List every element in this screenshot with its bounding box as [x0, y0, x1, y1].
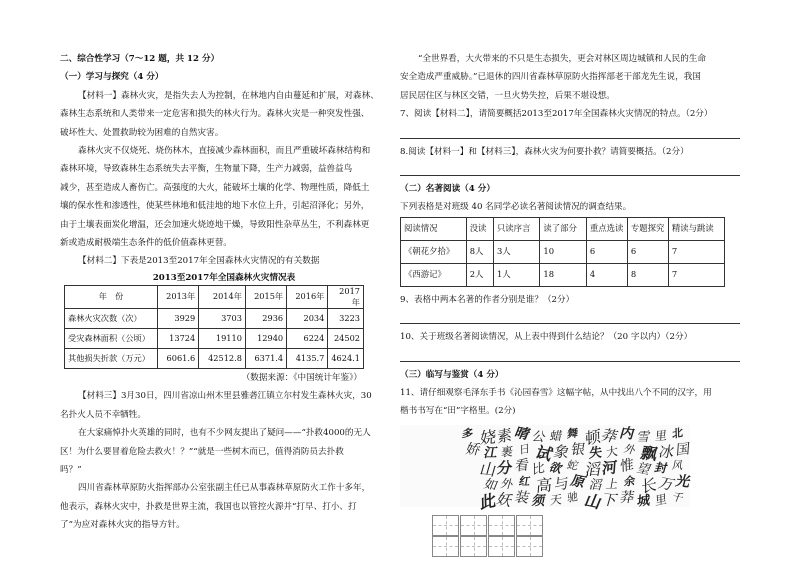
table-header-cell: 年 份	[65, 285, 158, 308]
table-cell: 3703	[199, 308, 246, 328]
table-cell: 受灾森林面积（公顷）	[65, 328, 158, 348]
table-cell: 2人	[466, 263, 493, 286]
calligraphy-char: 雪	[635, 429, 652, 445]
calligraphy-char: 山	[477, 459, 499, 480]
calligraphy-char: 娇	[463, 441, 483, 459]
quote-line: “全世界看，大火带来的不只是生态损失，更会对林区周边城镇和人民的生命	[418, 54, 706, 64]
table-header-cell: 没读	[466, 217, 493, 240]
calligraphy-char: 银	[569, 441, 587, 458]
calligraphy-char: 万	[655, 473, 677, 494]
question-8: 8.阅读【材料一】和【材料三】，森林火灾为何要扑救？请简要概括。（2分）	[400, 146, 689, 157]
material-3-line: 【材料三】3月30日，四川省凉山州木里县雅砻江镇立尔村发生森林火灾，30	[78, 391, 372, 402]
table-header-cell: 专题探究	[627, 217, 668, 240]
table-cell: 3929	[158, 308, 199, 328]
calligraphy-char: 光	[673, 473, 693, 491]
table-title: 2013至2017年全国森林火灾情况表	[152, 272, 296, 283]
question-10: 10、关于班级名著阅读情况，从上表中得到什么结论？（20 字以内）（2分）	[400, 332, 693, 343]
table-header-cell: 只读序言	[493, 217, 539, 240]
material-1b-line: 新或造成耐极端生态条件的低价值森林更替。	[60, 238, 232, 249]
table-header-row	[65, 285, 364, 308]
table-cell: 18	[540, 263, 586, 286]
table-cell: 1人	[493, 263, 539, 286]
material-3-line: 他表示，森林火灾中，扑救是世界主流，我国也以管控火源并“打早、打小、打	[60, 501, 357, 512]
answer-line-q9[interactable]	[400, 309, 740, 324]
calligraphy-char: 日	[518, 441, 530, 458]
calligraphy-char: 城	[636, 493, 651, 510]
calligraphy-char: 娆	[478, 426, 497, 448]
calligraphy-char: 此	[479, 490, 496, 513]
tianzige-cell[interactable]	[516, 536, 543, 557]
tianzige-cell[interactable]	[460, 536, 487, 557]
material-1b-line: 由于土壤表面炭化增温，还会加速火烧迹地干燥，导致阳性杂草丛生，不利森林更	[60, 219, 370, 230]
calligraphy-char: 须	[530, 493, 547, 509]
calligraphy-char: 裹	[500, 444, 514, 460]
tianzige-cell[interactable]	[432, 536, 459, 557]
calligraphy-char: 莽	[598, 425, 621, 446]
calligraphy-char: 余	[623, 474, 635, 489]
reading-survey-table	[400, 217, 725, 287]
material-3-line: 在大家痛悼扑火英雄的同时，也有不少网友提出了疑问——“扑救4000的无人	[78, 428, 371, 439]
table-header-cell: 2014年	[199, 285, 246, 308]
calligraphy-char: 天	[549, 492, 562, 508]
tianzige-cell[interactable]	[460, 515, 487, 536]
calligraphy-char: 冰	[656, 442, 676, 461]
material-1b-line: 森林环境，导致森林生态系统失去平衡，生物量下降，生产力减弱，益兽益鸟	[60, 164, 353, 175]
calligraphy-char: 素	[496, 425, 513, 447]
table-cell: 4135.7	[287, 348, 328, 368]
calligraphy-char: 蛇	[565, 458, 580, 473]
calligraphy-char: 试	[532, 442, 556, 465]
calligraphy-char: 里	[654, 428, 667, 444]
calligraphy-char: 里	[654, 491, 667, 509]
table-cell: 其他损失折款（万元）	[65, 348, 158, 368]
calligraphy-char: 多	[460, 426, 475, 440]
table-row	[401, 263, 725, 286]
calligraphy-char: 大	[605, 443, 619, 461]
data-source: （数据来源：《中国统计年鉴》）	[241, 372, 362, 383]
calligraphy-char: 装	[512, 489, 531, 507]
table-header-cell: 2015年	[245, 285, 286, 308]
table-cell: 8人	[466, 240, 493, 263]
table-cell: 2034	[287, 308, 328, 328]
table-header-cell: 2016年	[287, 285, 328, 308]
table-cell: 12940	[245, 328, 286, 348]
answer-line-q10[interactable]	[400, 347, 740, 362]
calligraphy-char: 外	[499, 476, 515, 492]
calligraphy-char: 舞	[566, 426, 579, 441]
calligraphy-char: 外	[621, 442, 638, 457]
calligraphy-char: 妖	[493, 489, 516, 510]
calligraphy-char: 欲	[547, 460, 565, 476]
calligraphy-char: 长	[640, 474, 658, 497]
tianzige-cell[interactable]	[516, 515, 543, 536]
tianzige-grid	[432, 515, 544, 557]
calligraphy-char: 望	[634, 461, 653, 478]
table-cell: 2936	[245, 308, 286, 328]
calligraphy-char: 高	[535, 474, 553, 496]
table-row	[65, 348, 364, 368]
table-cell: 3人	[493, 240, 539, 263]
table-cell: 42512.8	[199, 348, 246, 368]
left-column	[60, 50, 388, 535]
material-1b-line: 减少，甚至造成人畜伤亡。高强度的大火，能破坏土壤的化学、物理性质，降低土	[60, 182, 370, 193]
subsection-study: （一）学习与探究（4 分）	[60, 72, 164, 83]
calligraphy-char: 江	[482, 445, 498, 461]
calligraphy-image	[400, 424, 693, 513]
calligraphy-char: 莽	[618, 489, 635, 506]
calligraphy-char: 象	[551, 442, 572, 462]
calligraphy-char: 与	[553, 473, 569, 495]
calligraphy-char: 蜡	[548, 428, 563, 443]
calligraphy-char: 失	[588, 445, 603, 462]
calligraphy-char: 红	[517, 474, 531, 488]
answer-line-q8[interactable]	[400, 161, 740, 176]
fire-stats-table	[64, 285, 364, 369]
table-cell: 6	[627, 240, 668, 263]
material-1-line: 【材料一】森林火灾，是指失去人为控制，在林地内自由蔓延和扩展，对森林、	[78, 90, 379, 101]
right-column	[400, 50, 740, 557]
table-header-row	[401, 217, 725, 240]
answer-line-q7[interactable]	[400, 124, 740, 139]
question-11-line: 11、请仔细观察毛泽东手书《沁园春雪》这幅字帖，从中找出八个不同的汉字，用	[400, 388, 712, 399]
table-header-cell: 精读与跳读	[668, 217, 724, 240]
table-cell: 《西游记》	[401, 263, 467, 286]
material-2-intro: 【材料二】下表是2013至2017年全国森林火灾情况的有关数据	[78, 256, 320, 267]
quote-line: 居民居住区与林区交错，一旦火势失控，后果不堪设想。	[400, 90, 615, 101]
table-cell: 8	[627, 263, 668, 286]
calligraphy-char: 滔	[586, 477, 604, 494]
section-title: 二、综合性学习（7～12 题，共 12 分）	[60, 54, 220, 64]
table-cell: 6061.6	[158, 348, 199, 368]
table-cell: 24502	[328, 328, 364, 348]
table-cell: 6224	[287, 328, 328, 348]
survey-intro: 下列表格是对班级 40 名同学必读名著阅读情况的调查结果。	[400, 202, 632, 213]
table-cell: 10	[540, 240, 586, 263]
table-cell: 6	[586, 240, 627, 263]
calligraphy-char: 国	[675, 441, 691, 459]
table-header-cell: 读了部分	[540, 217, 586, 240]
table-header-cell: 重点选读	[586, 217, 627, 240]
table-cell: 4624.1	[328, 348, 364, 368]
calligraphy-char: 河	[601, 457, 618, 478]
material-3-line: 了”为应对森林火灾的指导方针。	[60, 520, 185, 531]
table-cell: 7	[668, 240, 724, 263]
calligraphy-char: 原	[568, 472, 588, 491]
table-cell: 13724	[158, 328, 199, 348]
quote-line: 安全造成严重威胁。”已退休的四川省森林草原防火指挥部老干部龙先生说，我国	[400, 72, 701, 83]
material-3-line: 吗？”	[60, 464, 82, 475]
material-1-line: 破坏性大、处置救助较为困难的自然灾害。	[60, 127, 224, 138]
table-header-cell: 阅读情况	[401, 217, 467, 240]
calligraphy-char: 晴	[511, 424, 532, 443]
calligraphy-char: 驰	[566, 489, 579, 506]
calligraphy-char: 下	[599, 490, 620, 510]
subsection-calligraphy: （三）临写与鉴赏（4 分）	[400, 369, 504, 380]
calligraphy-char: 千	[669, 490, 686, 505]
material-3-line: 区！为什么要冒着危险去救火！？”“就是一些树木而已，值得消防员去扑救	[60, 446, 344, 457]
question-9: 9、表格中两本名著的作者分别是谁？（2分）	[400, 294, 575, 305]
calligraphy-char: 分	[495, 458, 514, 477]
calligraphy-char: 比	[531, 460, 546, 479]
calligraphy-char: 上	[604, 476, 620, 491]
material-3-line: 四川省森林草原防火指挥部办公室张副主任已从事森林草原防火工作十多年，	[78, 483, 371, 494]
table-row	[65, 328, 364, 348]
table-cell: 6371.4	[245, 348, 286, 368]
table-cell: 森林火灾次数（次）	[65, 308, 158, 328]
table-cell: 4	[586, 263, 627, 286]
calligraphy-char: 内	[617, 425, 636, 443]
material-3-line: 名扑火人员不幸牺牲。	[60, 409, 146, 420]
table-cell: 7	[668, 263, 724, 286]
subsection-classics: （二）名著阅读（4 分）	[400, 184, 495, 195]
calligraphy-char: 看	[513, 457, 530, 475]
table-cell: 19110	[199, 328, 246, 348]
calligraphy-char: 封	[652, 460, 669, 476]
tianzige-cell[interactable]	[432, 515, 459, 536]
calligraphy-char: 山	[581, 490, 605, 513]
tianzige-cell[interactable]	[488, 536, 515, 557]
calligraphy-char: 滔	[582, 459, 603, 479]
material-1b-line: 森林火灾不仅烧死、烧伤林木，直接减少森林面积，而且严重破坏森林结构和	[78, 146, 371, 157]
calligraphy-char: 如	[481, 477, 500, 494]
table-header-cell: 2017年	[328, 285, 364, 308]
table-row	[401, 240, 725, 263]
table-cell: 3223	[328, 308, 364, 328]
tianzige-cell[interactable]	[488, 515, 515, 536]
question-7: 7、阅读【材料二】，请简要概括2013至2017年全国森林火灾情况的特点。（2分）	[400, 109, 713, 120]
calligraphy-char: 公	[530, 429, 548, 446]
question-11-line: 楷书书写在“田”字格里。(2分)	[400, 406, 516, 417]
calligraphy-char: 惟	[619, 456, 634, 476]
calligraphy-char: 顿	[584, 426, 601, 449]
calligraphy-char: 北	[671, 425, 684, 442]
table-row	[65, 308, 364, 328]
calligraphy-char: 飘	[638, 443, 660, 464]
material-1b-line: 壤的保水性和渗透性，使某些林地和低洼地的地下水位上升，引起沼泽化；另外，	[60, 201, 370, 212]
table-header-cell: 2013年	[158, 285, 199, 308]
calligraphy-char: 风	[670, 458, 685, 472]
material-1-line: 森林生态系统和人类带来一定危害和损失的林火行为。森林火灾是一种突发性强、	[60, 109, 370, 120]
table-cell: 《朝花夕拾》	[401, 240, 467, 263]
